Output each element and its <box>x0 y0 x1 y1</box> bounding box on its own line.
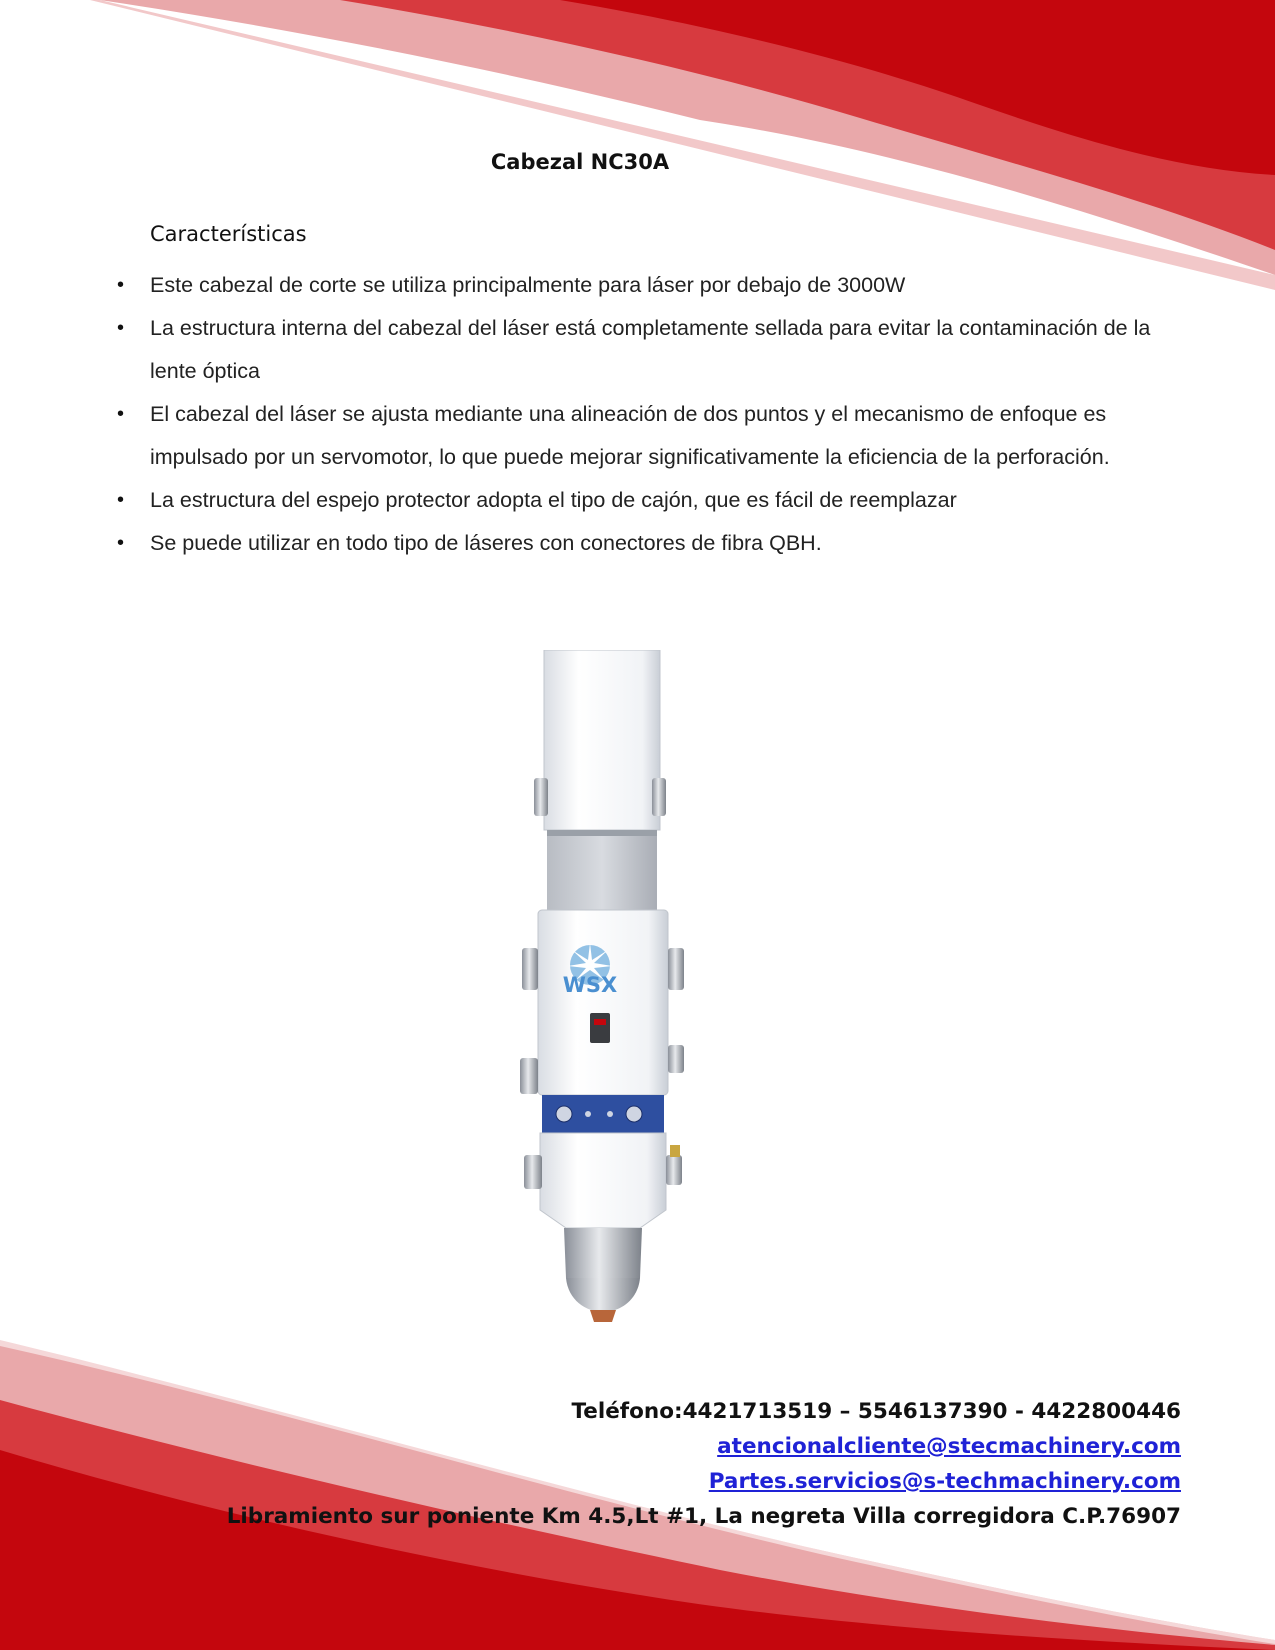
email-link-customer-service[interactable]: atencionalcliente@stecmachinery.com <box>717 1434 1181 1459</box>
phone-numbers: Teléfono:4421713519 – 5546137390 - 4422800446 <box>571 1399 1181 1424</box>
feature-item: • La estructura del espejo protector adopta el tipo de cajón, que es fácil de reemplazar <box>150 479 1200 522</box>
logo-text: WSX <box>562 973 618 997</box>
contact-block <box>227 1394 1181 1534</box>
features-list <box>150 264 1200 565</box>
laser-head-image <box>520 650 710 1340</box>
feature-item: • La estructura interna del cabezal del láser está completamente sellada para evitar la contaminación de la lente óptica <box>150 307 1200 393</box>
feature-item: • Este cabezal de corte se utiliza principalmente para láser por debajo de 3000W <box>150 264 1200 307</box>
feature-item: • El cabezal del láser se ajusta mediante una alineación de dos puntos y el mecanismo de enfoque es impulsado por un servomotor, lo que puede mejorar significativamente la eficiencia de la perforación. <box>150 393 1200 479</box>
feature-item: • Se puede utilizar en todo tipo de láseres con conectores de fibra QBH. <box>150 522 1200 565</box>
email-link-parts-service[interactable]: Partes.servicios@s-techmachinery.com <box>708 1469 1181 1494</box>
page-title: Cabezal NC30A <box>490 150 670 174</box>
address: Libramiento sur poniente Km 4.5,Lt #1, La negreta Villa corregidora C.P.76907 <box>226 1504 1181 1529</box>
header-red-swoosh <box>0 0 1275 290</box>
section-heading: Características <box>150 222 307 246</box>
